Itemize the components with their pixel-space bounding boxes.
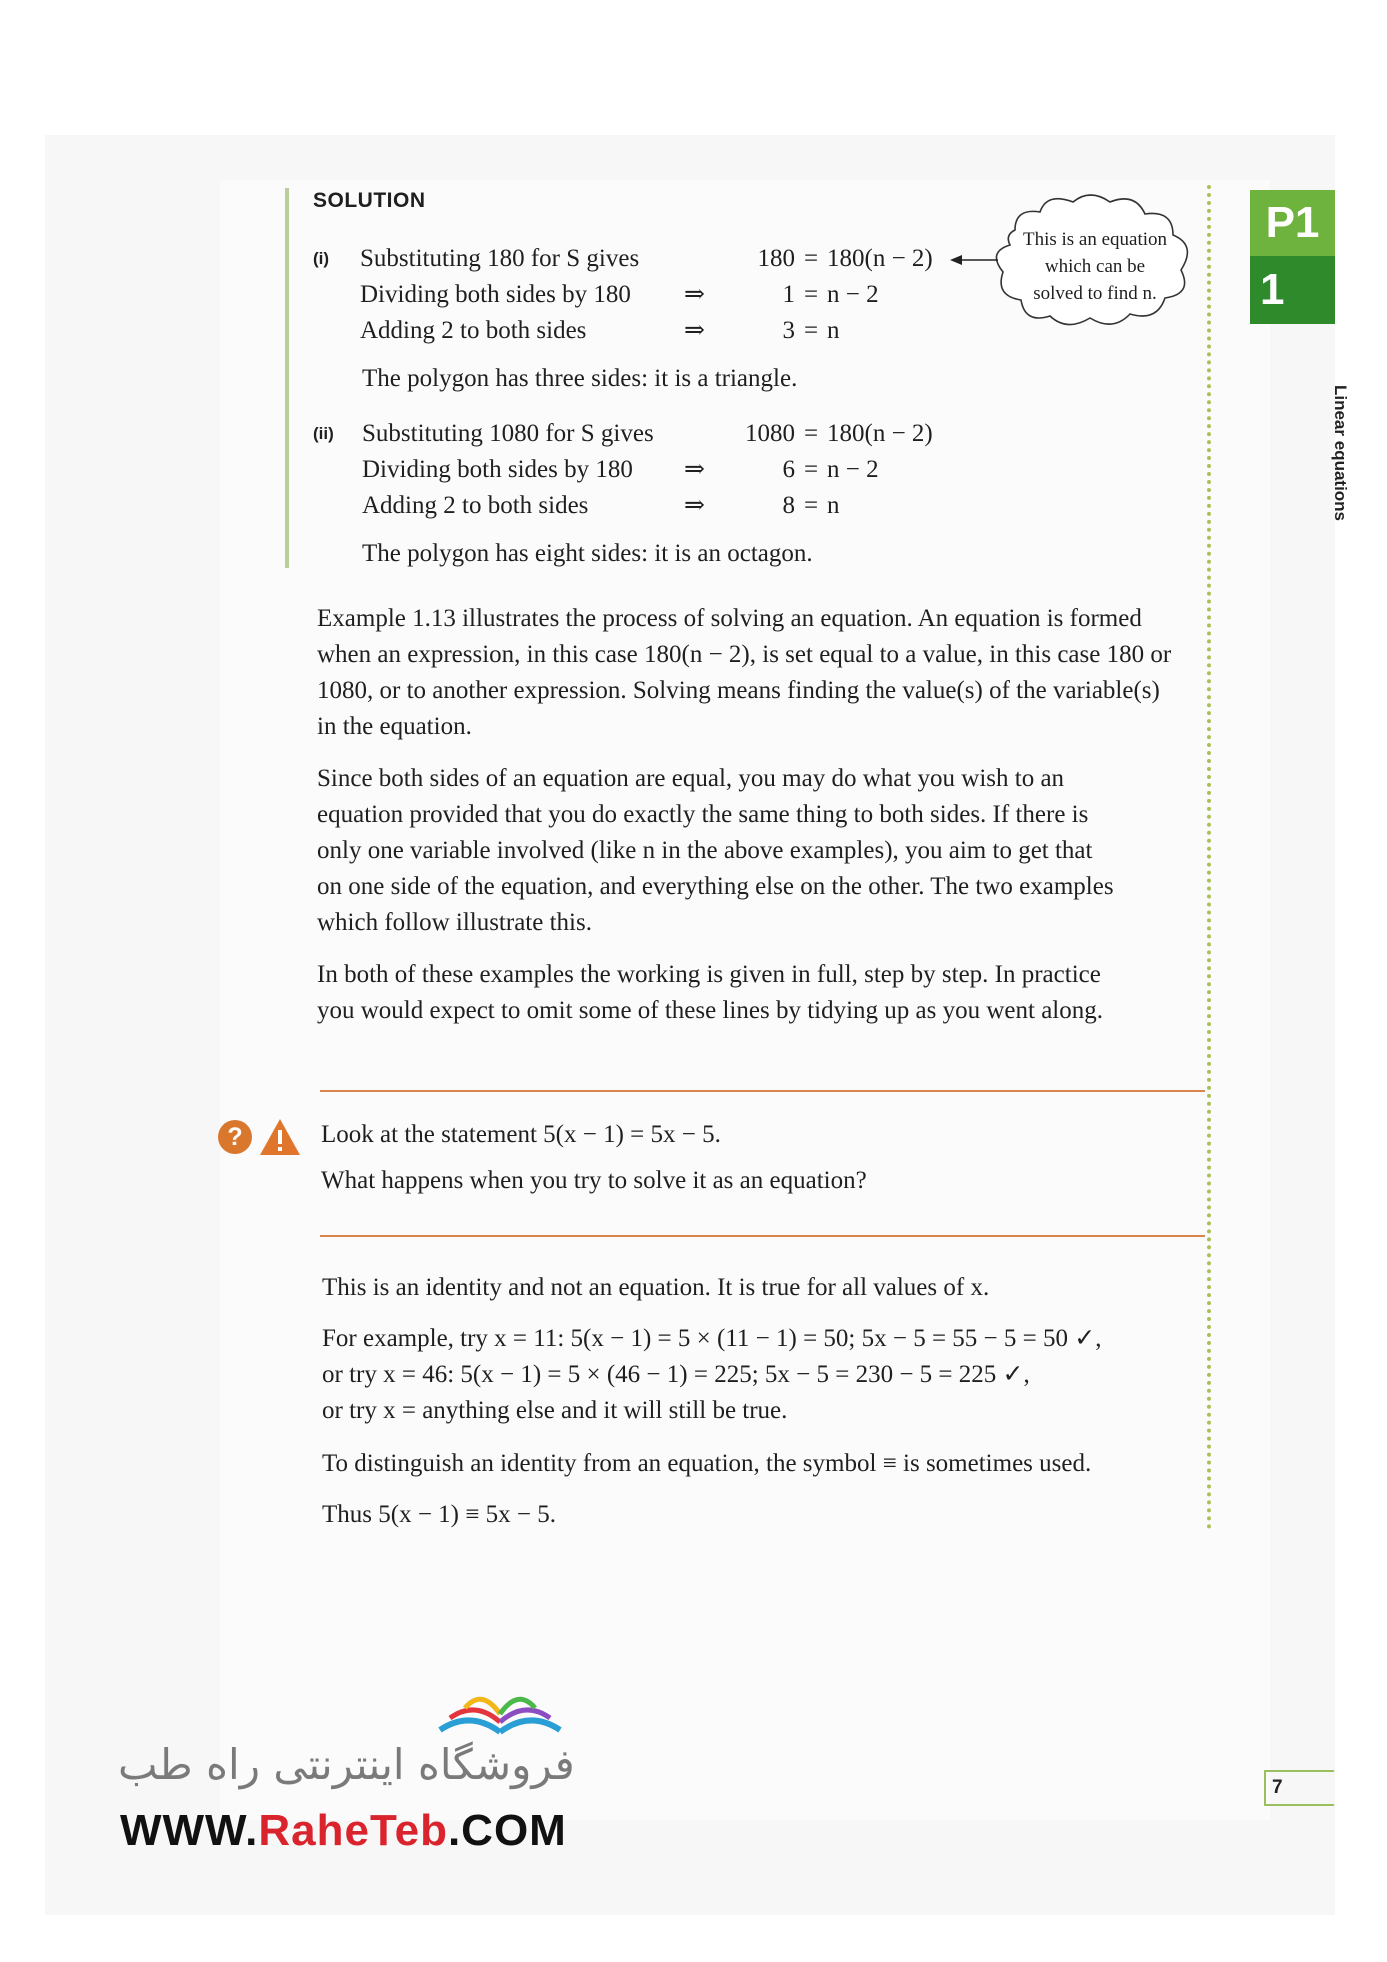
- identity-statement: This is an identity and not an equation. It is true for all values of x.: [322, 1274, 990, 1301]
- question-icon: ?: [218, 1120, 252, 1154]
- solution-bar: [285, 188, 289, 568]
- cloud-pointer-arrow: [950, 250, 1000, 270]
- book-logo-icon: [420, 1670, 580, 1750]
- implies-arrow: ⇒: [684, 456, 705, 483]
- paragraph-both-sides: Since both sides of an equation are equal, you may do what you wish to an equation provided that you do exactly the same thing to both sides. If there is only one variable involved (like n in the above examples), you aim to get that on one side of the equation, and everything else on the other. The two examples which follow illustrate this.: [317, 765, 1114, 936]
- part-ii-label: (ii): [313, 424, 334, 443]
- step-i-3: Adding 2 to both sides: [360, 317, 587, 344]
- page-number: 7: [1264, 1770, 1334, 1806]
- step-i-2: Dividing both sides by 180: [360, 281, 631, 308]
- chapter-title-vertical: Linear equations: [1331, 384, 1350, 522]
- conclusion-i: The polygon has three sides: it is a triangle.: [362, 365, 798, 392]
- step-ii-3: Adding 2 to both sides: [362, 492, 589, 519]
- implies-arrow: ⇒: [684, 317, 705, 344]
- step-i-1: Substituting 180 for S gives: [360, 245, 640, 272]
- step-ii-2: Dividing both sides by 180: [362, 456, 633, 483]
- discussion-rule-bottom: [320, 1235, 1205, 1237]
- watermark-url: WWW.RaheTeb.COM: [120, 1806, 567, 1855]
- conclusion-ii: The polygon has eight sides: it is an octagon.: [362, 540, 813, 567]
- part-i-label: (i): [313, 249, 330, 268]
- implies-arrow: ⇒: [684, 281, 705, 308]
- step-ii-1: Substituting 1080 for S gives: [362, 420, 654, 447]
- implies-arrow: ⇒: [684, 492, 705, 519]
- watermark-persian: فروشگاه اینترنتی راه طب: [118, 1740, 575, 1789]
- equation-i-2: 1 = n − 2: [782, 281, 879, 308]
- paragraph-equation-definition: Example 1.13 illustrates the process of solving an equation. An equation is formed when an expression, in this case 180(n − 2), is set equal to a value, in this case 180 or 1080, or to another expression. Solving means finding the value(s) of the variable(s) in the equation.: [317, 605, 1172, 740]
- warning-icon: [258, 1117, 302, 1157]
- equation-ii-3: 8 = n: [782, 492, 840, 519]
- discussion-text: Look at the statement 5(x − 1) = 5x − 5. What happens when you try to solve it as an equation?: [321, 1121, 867, 1194]
- identity-examples: For example, try x = 11: 5(x − 1) = 5 × (11 − 1) = 50; 5x − 5 = 55 − 5 = 50 ✓, or try x = 46: 5(x − 1) = 5 × (46 − 1) = 225; 5x − 5 = 230 − 5 = 225 ✓, or try x = anything else and it will still be true.: [322, 1325, 1102, 1424]
- identity-example-final: Thus 5(x − 1) ≡ 5x − 5.: [322, 1501, 556, 1528]
- chapter-tab-p1: P1: [1250, 190, 1335, 256]
- equation-i-1: 180 = 180(n − 2): [757, 245, 933, 272]
- solution-title: SOLUTION: [313, 189, 426, 212]
- margin-dotted-line: [1207, 185, 1211, 1530]
- paragraph-working: In both of these examples the working is given in full, step by step. In practice you would expect to omit some of these lines by tidying up as you went along.: [317, 961, 1103, 1024]
- equation-ii-1: 1080 = 180(n − 2): [745, 420, 933, 447]
- discussion-rule-top: [320, 1090, 1205, 1092]
- identity-symbol-note: To distinguish an identity from an equation, the symbol ≡ is sometimes used.: [322, 1450, 1092, 1477]
- chapter-tab-number: 1: [1250, 256, 1335, 324]
- equation-ii-2: 6 = n − 2: [782, 456, 879, 483]
- cloud-note: This is an equation which can be solved to find n.: [1022, 229, 1168, 304]
- equation-i-3: 3 = n: [782, 317, 840, 344]
